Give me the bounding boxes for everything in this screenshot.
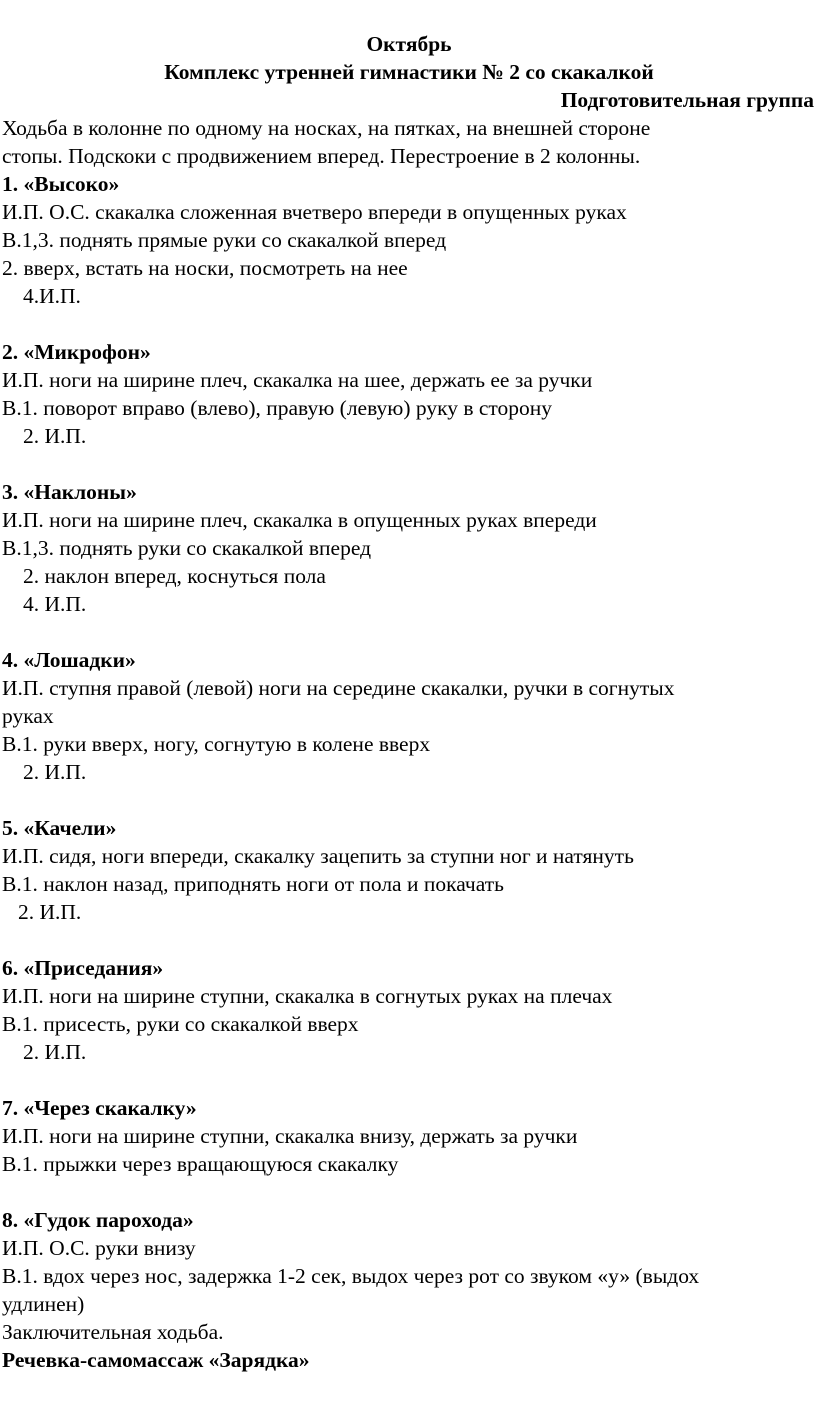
spacer bbox=[0, 1178, 816, 1206]
exercise-3-title: 3. «Наклоны» bbox=[2, 480, 137, 504]
exercise-3-step: 4. И.П. bbox=[23, 592, 87, 616]
intro-line-2: стопы. Подскоки с продвижением вперед. Перестроение в 2 колонны. bbox=[2, 144, 641, 168]
exercise-2-start-position: И.П. ноги на ширине плеч, скакалка на шее, держать ее за ручки bbox=[2, 368, 593, 392]
exercise-7-start-position: И.П. ноги на ширине ступни, скакалка внизу, держать за ручки bbox=[2, 1124, 578, 1148]
spacer bbox=[0, 786, 816, 814]
group-label: Подготовительная группа bbox=[560, 88, 814, 112]
month-heading: Октябрь bbox=[366, 32, 452, 56]
exercise-8-start-position: И.П. О.С. руки внизу bbox=[2, 1236, 196, 1260]
exercise-2-step: В.1. поворот вправо (влево), правую (левую) руку в сторону bbox=[2, 396, 553, 420]
exercise-8-step-cont: удлинен) bbox=[2, 1292, 85, 1316]
exercise-2-step: 2. И.П. bbox=[23, 424, 87, 448]
exercise-4-step: В.1. руки вверх, ногу, согнутую в колене вверх bbox=[2, 732, 431, 756]
exercise-8-step: В.1. вдох через нос, задержка 1-2 сек, выдох через рот со звуком «у» (выдох bbox=[2, 1264, 700, 1288]
exercise-1-title: 1. «Высоко» bbox=[2, 172, 120, 196]
exercise-1-step: 4.И.П. bbox=[23, 284, 81, 308]
document-title: Комплекс утренней гимнастики № 2 со скакалкой bbox=[164, 60, 654, 84]
spacer bbox=[0, 926, 816, 954]
exercise-6-step: 2. И.П. bbox=[23, 1040, 87, 1064]
exercise-2-title: 2. «Микрофон» bbox=[2, 340, 151, 364]
exercise-4-start-position-cont: руках bbox=[2, 704, 54, 728]
spacer bbox=[0, 1066, 816, 1094]
exercise-3-start-position: И.П. ноги на ширине плеч, скакалка в опущенных руках впереди bbox=[2, 508, 597, 532]
exercise-6-step: В.1. присесть, руки со скакалкой вверх bbox=[2, 1012, 359, 1036]
intro-line-1: Ходьба в колонне по одному на носках, на пятках, на внешней стороне bbox=[2, 116, 651, 140]
exercise-1-start-position: И.П. О.С. скакалка сложенная вчетверо впереди в опущенных руках bbox=[2, 200, 627, 224]
exercise-7-title: 7. «Через скакалку» bbox=[2, 1096, 197, 1120]
exercise-1-step: 2. вверх, встать на носки, посмотреть на нее bbox=[2, 256, 408, 280]
spacer bbox=[0, 310, 816, 338]
exercise-5-step: В.1. наклон назад, приподнять ноги от пола и покачать bbox=[2, 872, 504, 896]
exercise-5-start-position: И.П. сидя, ноги впереди, скакалку зацепить за ступни ног и натянуть bbox=[2, 844, 634, 868]
exercise-4-title: 4. «Лошадки» bbox=[2, 648, 136, 672]
exercise-7-step: В.1. прыжки через вращающуюся скакалку bbox=[2, 1152, 399, 1176]
exercise-4-step: 2. И.П. bbox=[23, 760, 87, 784]
exercise-4-start-position: И.П. ступня правой (левой) ноги на середине скакалки, ручки в согнутых bbox=[2, 676, 675, 700]
exercise-6-start-position: И.П. ноги на ширине ступни, скакалка в согнутых руках на плечах bbox=[2, 984, 613, 1008]
exercise-5-title: 5. «Качели» bbox=[2, 816, 117, 840]
exercise-3-step: 2. наклон вперед, коснуться пола bbox=[23, 564, 326, 588]
spacer bbox=[0, 618, 816, 646]
exercise-1-step: В.1,3. поднять прямые руки со скакалкой вперед bbox=[2, 228, 447, 252]
closing-chant-title: Речевка-самомассаж «Зарядка» bbox=[2, 1348, 310, 1372]
spacer bbox=[0, 450, 816, 478]
exercise-6-title: 6. «Приседания» bbox=[2, 956, 164, 980]
closing-walk: Заключительная ходьба. bbox=[2, 1320, 224, 1344]
exercise-8-title: 8. «Гудок парохода» bbox=[2, 1208, 194, 1232]
exercise-3-step: В.1,3. поднять руки со скакалкой вперед bbox=[2, 536, 372, 560]
exercise-5-step: 2. И.П. bbox=[18, 900, 82, 924]
